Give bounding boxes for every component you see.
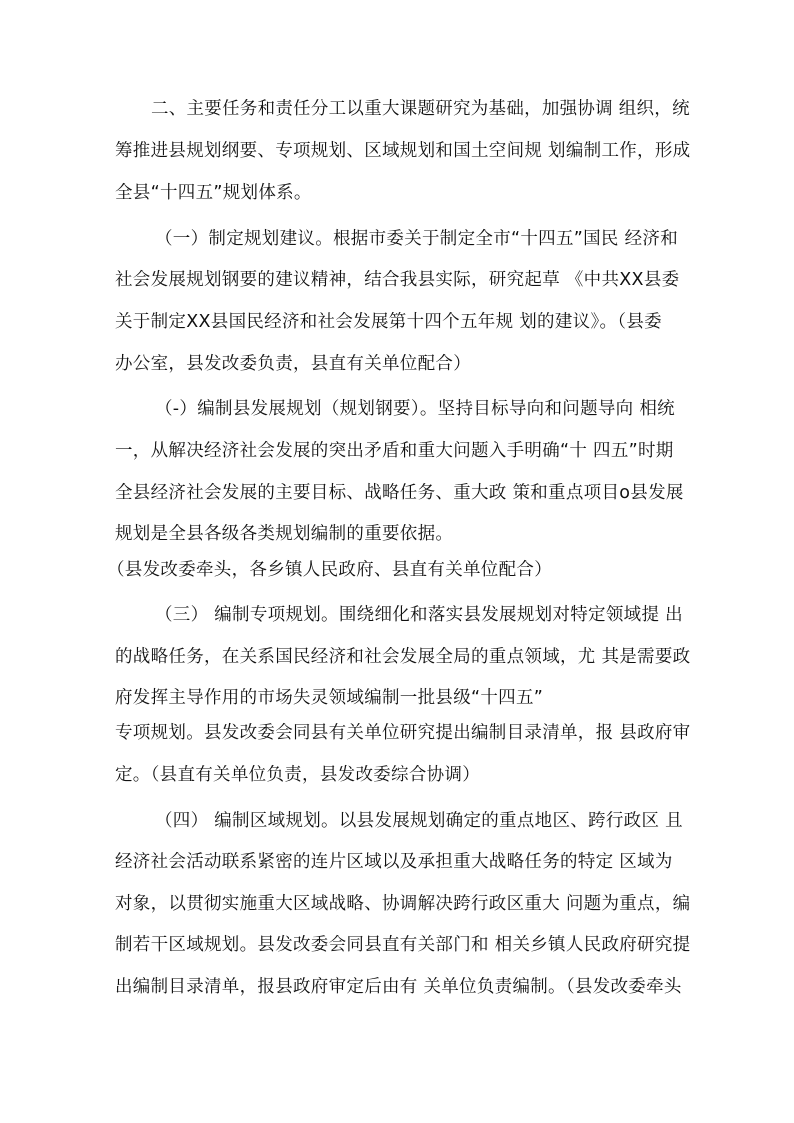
- paragraph-3-line-3: 全县经济社会发展的主要目标、战略任务、重大政 策和重点项目o县发展: [115, 483, 684, 503]
- paragraph-2-line-3: 关于制定XX县国民经济和社会发展第十四个五年规 划的建议》。（县委: [115, 312, 662, 332]
- paragraph-3-line-1: （-）编制县发展规划（规划钢要）。坚持目标导向和问题导向 相统: [155, 399, 675, 419]
- paragraph-3-line-2: 一，从解决经济社会发展的突出矛盾和重大问题入手明确“十 四五”时期: [115, 441, 674, 461]
- paragraph-2-line-2: 社会发展规划钢要的建议精神，结合我县实际，研究起草 《中共XX县委: [115, 270, 680, 290]
- paragraph-2-line-4: 办公室，县发改委负责，县直有关单位配合）: [115, 354, 471, 374]
- paragraph-7-line-3: 对象，以贯彻实施重大区域战略、协调解决跨行政区重大 问题为重点，编: [115, 894, 691, 914]
- paragraph-5-line-3: 府发挥主导作用的市场失灵领域编制一批县级“十四五”: [115, 688, 544, 708]
- paragraph-7-line-1: （四） 编制区域规划。以县发展规划确定的重点地区、跨行政区 且: [155, 811, 683, 831]
- paragraph-6-line-1: 专项规划。县发改委会同县有关单位研究提出编制目录清单，报 县政府审: [115, 723, 691, 743]
- paragraph-3-line-4: 规划是全县各级各类规划编制的重要依据。: [115, 524, 454, 544]
- paragraph-1-line-2: 筹推进县规划纲要、专项规划、区域规划和国土空间规 划编制工作，形成: [115, 141, 691, 161]
- paragraph-7-line-4: 制若干区域规划。县发改委会同县直有关部门和 相关乡镇人民政府研究提: [115, 935, 691, 955]
- paragraph-5-line-1: （三） 编制专项规划。围绕细化和落实县发展规划对特定领域提 出: [155, 605, 683, 625]
- paragraph-5-line-2: 的战略任务，在关系国民经济和社会发展全局的重点领域，尤 其是需要政: [115, 647, 691, 667]
- paragraph-7-line-5: 出编制目录清单，报县政府审定后由有 关单位负责编制。（县发改委牵头: [115, 977, 682, 997]
- paragraph-6-line-2: 定。（县直有关单位负责，县发改委综合协调）: [115, 765, 481, 785]
- paragraph-4-line-1: （县发改委牵头，各乡镇人民政府、县直有关单位配合）: [107, 560, 552, 580]
- paragraph-1-line-1: 二、主要任务和责任分工以重大课题研究为基础，加强协调 组织，统: [151, 99, 690, 119]
- paragraph-1-line-3: 全县“十四五”规划体系。: [115, 183, 312, 203]
- paragraph-7-line-2: 经济社会活动联系紧密的连片区域以及承担重大战略任务的特定 区域为: [115, 852, 673, 872]
- paragraph-2-line-1: （一）制定规划建议。根据市委关于制定全市“十四五”国民 经济和: [155, 229, 678, 249]
